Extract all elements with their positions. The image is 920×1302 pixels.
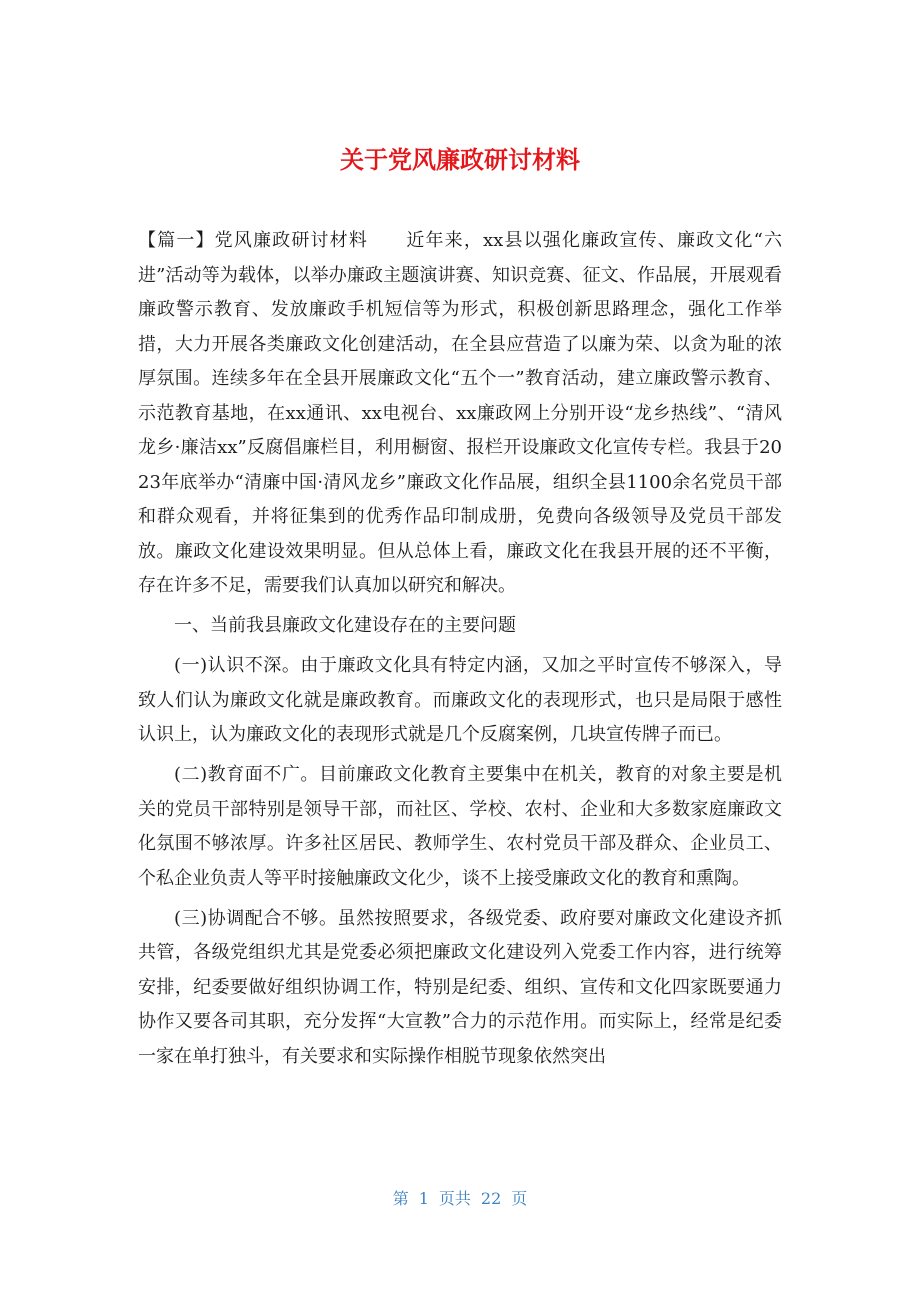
paragraph-intro: 【篇一】党风廉政研讨材料 近年来，xx县以强化廉政宣传、廉政文化“六进”活动等为载体，以举办廉政主题演讲赛、知识竞赛、征文、作品展，开展观看廉政警示教育、发放廉政手机短信等为形式，积极创新思路理念，强化工作举措，大力开展各类廉政文化创建活动，在全县应营造了以廉为荣、以贪为耻的浓厚氛围。连续多年在全县开展廉政文化“五个一”教育活动，建立廉政警示教育、示范教育基地，在xx通讯、xx电视台、xx廉政网上分别开设“龙乡热线”、“清风龙乡·廉洁xx”反腐倡廉栏目，利用橱窗、报栏开设廉政文化宣传专栏。我县于2023年底举办“清廉中国·清风龙乡”廉政文化作品展，组织全县1100余名党员干部和群众观看，并将征集到的优秀作品印制成册，免费向各级领导及党员干部发放。廉政文化建设效果明显。但从总体上看，廉政文化在我县开展的还不平衡，存在许多不足，需要我们认真加以研究和解决。 [138, 230, 782, 596]
footer-mid: 页共 [438, 1189, 471, 1208]
footer-prefix: 第 [392, 1189, 409, 1208]
document-body [138, 224, 782, 1080]
document-title: 关于党风廉政研讨材料 [340, 146, 580, 174]
section-heading: 一、当前我县廉政文化建设存在的主要问题 [174, 615, 516, 636]
paragraph-issue-3: (三)协调配合不够。虽然按照要求，各级党委、政府要对廉政文化建设齐抓共管，各级党组织尤其是党委必须把廉政文化建设列入党委工作内容，进行统筹安排，纪委要做好组织协调工作，特别是纪委、组织、宣传和文化四家既要通力协作又要各司其职，充分发挥“大宣教”合力的示范作用。而实际上，经常是纪委一家在单打独斗，有关要求和实际操作相脱节现象依然突出 [138, 907, 782, 1067]
current-page-number: 1 [418, 1189, 429, 1208]
paragraph-issue-2: (二)教育面不广。目前廉政文化教育主要集中在机关，教育的对象主要是机关的党员干部特别是领导干部，而社区、学校、农村、企业和大多数家庭廉政文化氛围不够浓厚。许多社区居民、教师学生、农村党员干部及群众、企业员工、个私企业负责人等平时接触廉政文化少，谈不上接受廉政文化的教育和熏陶。 [138, 764, 782, 889]
paragraph-issue-1: (一)认识不深。由于廉政文化具有特定内涵，又加之平时宣传不够深入，导致人们认为廉政文化就是廉政教育。而廉政文化的表现形式，也只是局限于感性认识上，认为廉政文化的表现形式就是几个反腐案例，几块宣传牌子而已。 [138, 655, 782, 745]
total-pages-number: 22 [480, 1189, 502, 1208]
footer-suffix: 页 [511, 1189, 528, 1208]
page-footer [0, 1186, 920, 1209]
